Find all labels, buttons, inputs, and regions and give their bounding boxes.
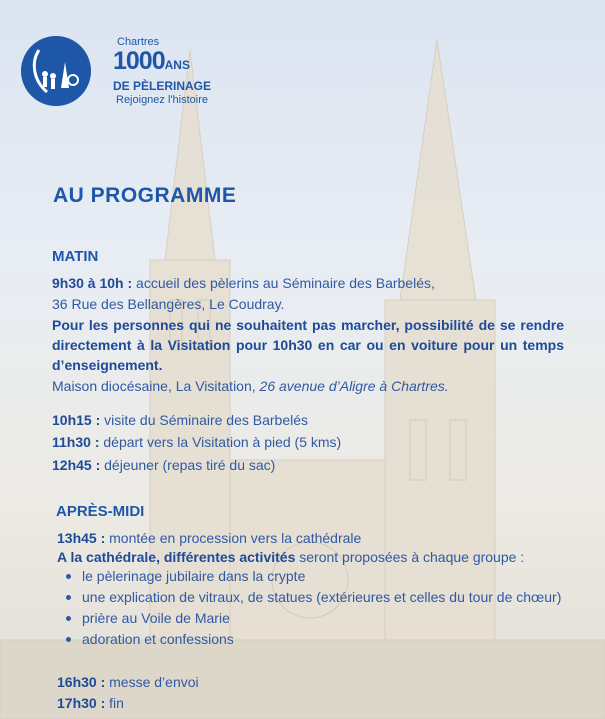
non-walkers-notice: Pour les personnes qui ne souhaitent pas marcher, possibilité de se rendre directement à la Visitation pour 10h30 en car ou en voiture pour un temps d’enseignement. xyxy=(52,317,564,373)
procession-line: 13h45 : montée en procession vers la cathédrale xyxy=(57,530,362,546)
list-item: adoration et confessions xyxy=(66,629,566,650)
activities-line: A la cathédrale, différentes activités seront proposées à chaque groupe : xyxy=(57,549,525,565)
arrival-line: 9h30 à 10h : accueil des pèlerins au Séminaire des Barbelés, xyxy=(52,275,435,291)
schedule-item: 16h30 : messe d’envoi xyxy=(57,674,199,690)
schedule-item: 10h15 : visite du Séminaire des Barbelés xyxy=(52,412,309,428)
list-item: prière au Voile de Marie xyxy=(66,608,566,629)
matin-heading: MATIN xyxy=(52,248,99,265)
schedule-item: 12h45 : déjeuner (repas tiré du sac) xyxy=(52,457,276,473)
apres-midi-heading: APRÈS-MIDI xyxy=(56,503,145,520)
schedule-item: 11h30 : départ vers la Visitation à pied (5 kms) xyxy=(52,434,342,450)
seminary-address: 36 Rue des Bellangères, Le Coudray. xyxy=(52,296,285,312)
activities-list xyxy=(66,566,566,650)
jubilee-logo xyxy=(21,36,211,110)
logo-city: Chartres xyxy=(117,36,160,48)
logo-event: DE PÈLERINAGE xyxy=(113,79,212,93)
logo-years: 1000ANS xyxy=(113,47,190,75)
list-item: une explication de vitraux, de statues (extérieures et celles du tour de chœur) xyxy=(66,587,566,608)
schedule-item: 17h30 : fin xyxy=(57,695,124,711)
list-item: le pèlerinage jubilaire dans la crypte xyxy=(66,566,566,587)
page-title: AU PROGRAMME xyxy=(53,184,237,207)
visitation-venue: Maison diocésaine, La Visitation, 26 avenue d’Aligre à Chartres. xyxy=(52,378,449,394)
pilgrims-emblem-icon xyxy=(21,36,91,106)
logo-tagline: Rejoignez l'histoire xyxy=(116,94,208,106)
